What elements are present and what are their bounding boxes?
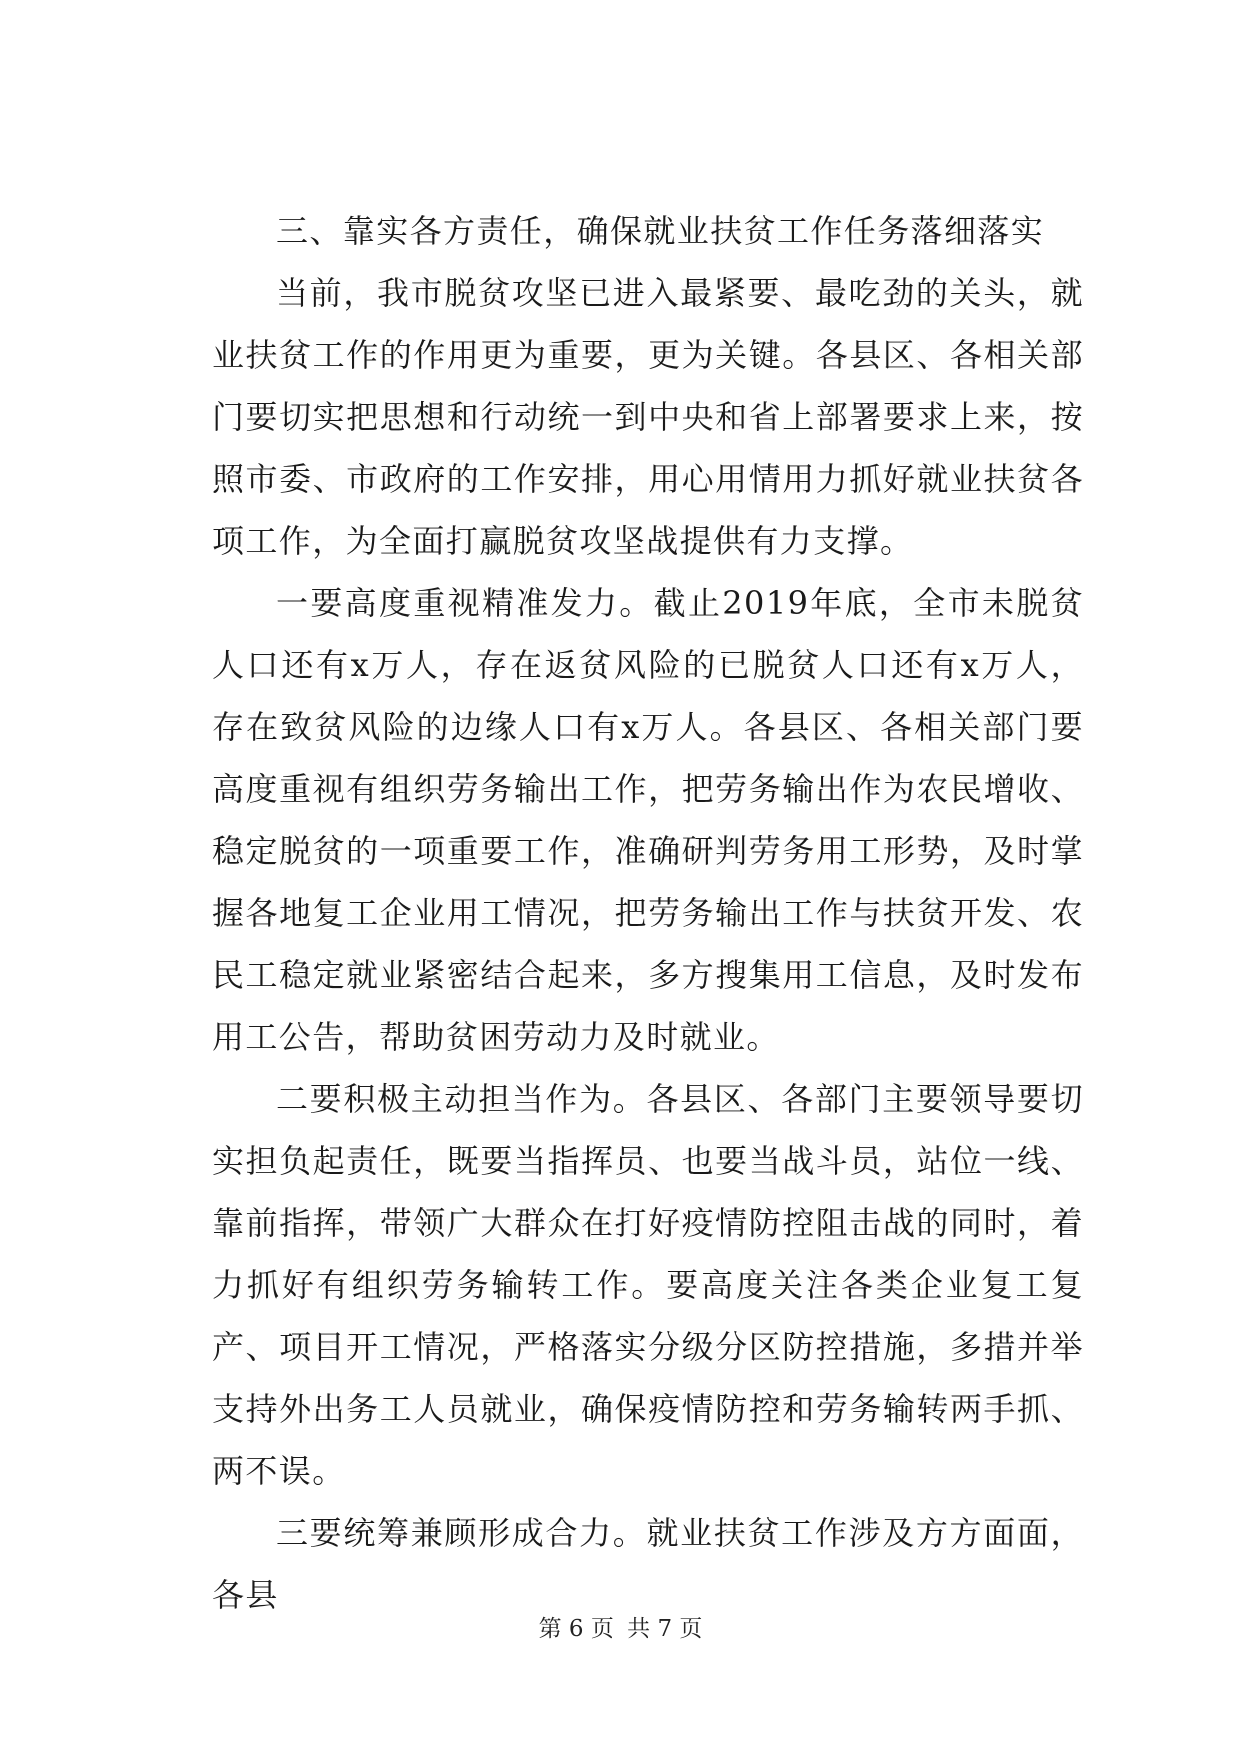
section-heading: 三、靠实各方责任，确保就业扶贫工作任务落细落实 [276,212,1045,250]
page-total: 共 7 页 [627,1616,703,1642]
paragraph-point-one: 一要高度重视精准发力。截止2019年底，全市未脱贫人口还有x万人，存在返贫风险的已脱贫人口还有x万人，存在致贫风险的边缘人口有x万人。各县区、各相关部门要高度重视有组织劳务输出工作，把劳务输出作为农民增收、稳定脱贫的一项重要工作，准确研判劳务用工形势，及时掌握各地复工企业用工情况，把劳务输出工作与扶贫开发、农民工稳定就业紧密结合起来，多方搜集用工信息，及时发布用工公告，帮助贫困劳动力及时就业。 [212,584,1084,1056]
page-footer [0,1610,1241,1643]
paragraph-intro: 当前，我市脱贫攻坚已进入最紧要、最吃劲的关头，就业扶贫工作的作用更为重要，更为关键。各县区、各相关部门要切实把思想和行动统一到中央和省上部署要求上来，按照市委、市政府的工作安排，用心用情用力抓好就业扶贫各项工作，为全面打赢脱贫攻坚战提供有力支撑。 [212,274,1084,560]
paragraph-point-three: 三要统筹兼顾形成合力。就业扶贫工作涉及方方面面，各县 [212,1514,1084,1614]
paragraph-point-two: 二要积极主动担当作为。各县区、各部门主要领导要切实担负起责任，既要当指挥员、也要当战斗员，站位一线、靠前指挥，带领广大群众在打好疫情防控阻击战的同时，着力抓好有组织劳务输转工作。要高度关注各类企业复工复产、项目开工情况，严格落实分级分区防控措施，多措并举支持外出务工人员就业，确保疫情防控和劳务输转两手抓、两不误。 [212,1080,1084,1490]
page-number: 第 6 页 [538,1616,614,1642]
document-body [212,200,1084,1626]
